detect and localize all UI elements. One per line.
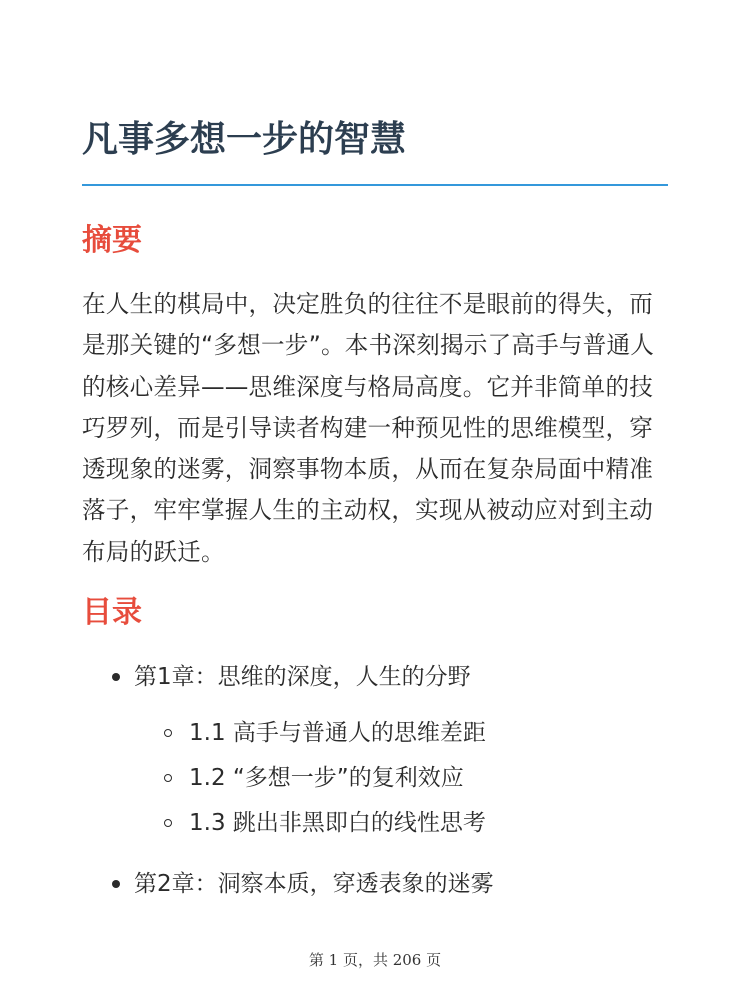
bullet-dot-icon	[112, 673, 120, 681]
toc-chapter-2[interactable]: 第2章：洞察本质，穿透表象的迷雾	[134, 871, 494, 897]
summary-heading: 摘要	[82, 223, 142, 258]
bullet-circle-icon	[164, 819, 172, 827]
toc-chapter-1[interactable]: 第1章：思维的深度，人生的分野	[134, 664, 471, 690]
summary-text: 在人生的棋局中，决定胜负的往往不是眼前的得失，而是那关键的“多想一步”。本书深刻揭示了高手与普通人的核心差异——思维深度与格局高度。它并非简单的技巧罗列，而是引导读者构建一种预见性的思维模型，穿透现象的迷雾，洞察事物本质，从而在复杂局面中精准落子，牢牢掌握人生的主动权，实现从被动应对到主动布局的跃迁。	[82, 290, 655, 566]
page-footer: 第 1 页，共 206 页	[308, 951, 442, 969]
toc-heading: 目录	[82, 595, 142, 630]
toc-section-1-2[interactable]: 1.2 “多想一步”的复利效应	[189, 765, 464, 791]
bullet-circle-icon	[164, 774, 172, 782]
toc-section-1-1[interactable]: 1.1 高手与普通人的思维差距	[189, 720, 486, 746]
bullet-circle-icon	[164, 729, 172, 737]
bullet-dot-icon	[112, 880, 120, 888]
page-title: 凡事多想一步的智慧	[82, 119, 407, 160]
toc-section-1-3[interactable]: 1.3 跳出非黑即白的线性思考	[189, 810, 486, 836]
